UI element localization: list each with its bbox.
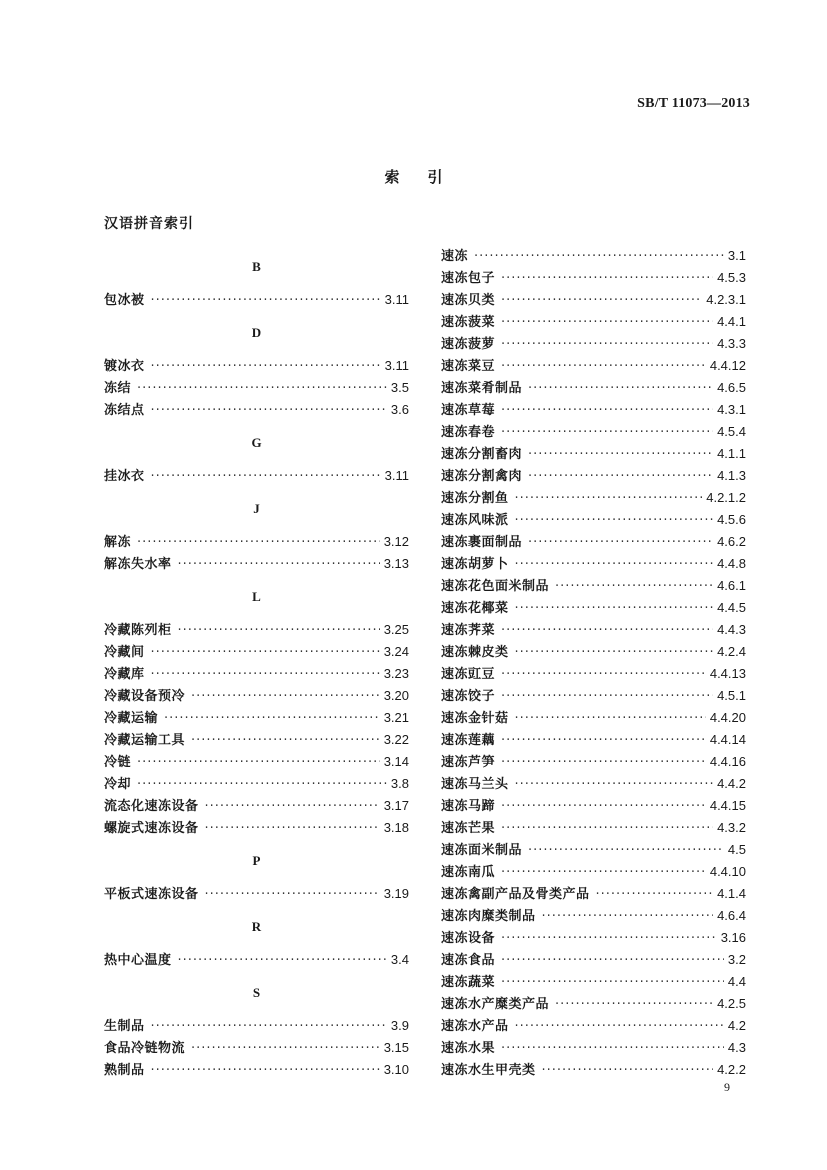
dot-leader	[501, 686, 713, 708]
index-ref: 4.2	[727, 1018, 746, 1033]
dot-leader	[515, 598, 714, 620]
index-ref: 4.4.12	[709, 358, 746, 373]
index-ref: 3.11	[384, 358, 409, 373]
page-title: 索引	[384, 168, 471, 186]
index-term: 速冻包子	[441, 271, 496, 286]
page-number: 9	[724, 1080, 730, 1094]
index-ref: 3.17	[383, 798, 409, 813]
index-ref: 3.5	[390, 380, 409, 395]
index-ref: 4.4.15	[709, 798, 746, 813]
index-ref: 3.2	[727, 952, 746, 967]
dot-leader	[191, 1038, 380, 1060]
index-ref: 4.3.2	[717, 820, 746, 835]
index-ref: 3.11	[384, 468, 409, 483]
index-ref: 4.2.5	[717, 996, 746, 1011]
index-ref: 3.9	[390, 1018, 409, 1033]
index-ref: 4.4.10	[709, 864, 746, 879]
index-ref: 4.4	[727, 974, 746, 989]
dot-leader	[555, 994, 713, 1016]
index-term: 挂冰衣	[104, 469, 145, 484]
index-entry	[441, 971, 746, 993]
index-entry	[441, 685, 746, 707]
index-term: 速冻荠菜	[441, 623, 496, 638]
index-entry	[104, 795, 409, 817]
index-term: 速冻食品	[441, 953, 496, 968]
index-entry	[104, 1037, 409, 1059]
dot-leader	[596, 884, 714, 906]
dot-leader	[501, 356, 706, 378]
index-term: 速冻蔬菜	[441, 975, 496, 990]
index-entry	[104, 949, 409, 971]
index-term: 速冻设备	[441, 931, 496, 946]
dot-leader	[151, 664, 380, 686]
index-term: 速冻草莓	[441, 403, 496, 418]
index-term: 速冻马蹄	[441, 799, 496, 814]
index-term: 平板式速冻设备	[104, 887, 199, 902]
index-entry	[441, 421, 746, 443]
dot-leader	[515, 708, 706, 730]
index-letter-heading: P	[252, 853, 261, 868]
index-ref: 4.6.1	[717, 578, 746, 593]
index-entry	[104, 289, 409, 311]
dot-leader	[191, 686, 380, 708]
index-term: 热中心温度	[104, 953, 172, 968]
index-term: 冻结点	[104, 403, 145, 418]
index-entry	[441, 443, 746, 465]
dot-leader	[542, 1060, 714, 1082]
index-ref: 4.2.3.1	[706, 292, 746, 307]
index-term: 解冻失水率	[104, 557, 172, 572]
index-entry	[441, 619, 746, 641]
index-ref: 4.4.3	[717, 622, 746, 637]
index-term: 速冻花椰菜	[441, 601, 509, 616]
dot-leader	[178, 554, 380, 576]
index-ref: 4.4.5	[717, 600, 746, 615]
index-ref: 4.3	[727, 1040, 746, 1055]
index-term: 速冻豇豆	[441, 667, 496, 682]
index-ref: 3.16	[720, 930, 746, 945]
index-term: 速冻菠菜	[441, 315, 496, 330]
dot-leader	[205, 884, 380, 906]
index-term: 速冻棘皮类	[441, 645, 509, 660]
index-ref: 4.1.4	[717, 886, 746, 901]
index-term: 速冻金针菇	[441, 711, 509, 726]
dot-leader	[501, 972, 724, 994]
dot-leader	[515, 774, 714, 796]
dot-leader	[151, 400, 387, 422]
index-term: 速冻禽副产品及骨类产品	[441, 887, 590, 902]
index-ref: 4.5.3	[717, 270, 746, 285]
index-term: 速冻菜肴制品	[441, 381, 523, 396]
index-term: 冷藏库	[104, 667, 145, 682]
index-ref: 4.4.14	[709, 732, 746, 747]
index-entry	[441, 355, 746, 377]
index-entry	[441, 465, 746, 487]
dot-leader	[501, 334, 713, 356]
index-entry	[441, 729, 746, 751]
dot-leader	[151, 356, 381, 378]
dot-leader	[501, 950, 724, 972]
index-ref: 4.3.1	[717, 402, 746, 417]
index-ref: 3.24	[383, 644, 409, 659]
index-term: 速冻分割鱼	[441, 491, 509, 506]
index-ref: 4.2.2	[717, 1062, 746, 1077]
index-term: 速冻裹面制品	[441, 535, 523, 550]
dot-leader	[501, 928, 717, 950]
index-ref: 4.1.1	[717, 446, 746, 461]
index-term: 速冻水产糜类产品	[441, 997, 550, 1012]
index-term: 冷却	[104, 777, 132, 792]
index-ref: 3.6	[390, 402, 409, 417]
dot-leader	[542, 906, 714, 928]
dot-leader	[474, 246, 724, 268]
index-term: 速冻菜豆	[441, 359, 496, 374]
dot-leader	[528, 466, 713, 488]
index-term: 速冻饺子	[441, 689, 496, 704]
index-entry	[441, 531, 746, 553]
index-entry	[104, 355, 409, 377]
index-entry	[441, 663, 746, 685]
dot-leader	[501, 400, 713, 422]
dot-leader	[151, 1016, 387, 1038]
index-entry	[104, 399, 409, 421]
dot-leader	[501, 620, 713, 642]
index-term: 冷藏间	[104, 645, 145, 660]
index-term: 冷藏设备预冷	[104, 689, 186, 704]
index-entry	[441, 1037, 746, 1059]
index-term: 速冻面米制品	[441, 843, 523, 858]
index-entry	[441, 707, 746, 729]
dot-leader	[515, 488, 703, 510]
dot-leader	[178, 620, 380, 642]
dot-leader	[191, 730, 380, 752]
index-ref: 4.6.4	[717, 908, 746, 923]
index-entry	[441, 553, 746, 575]
index-entry	[441, 597, 746, 619]
index-term: 速冻水生甲壳类	[441, 1063, 536, 1078]
index-ref: 3.13	[383, 556, 409, 571]
index-entry	[441, 751, 746, 773]
index-term: 速冻	[441, 249, 469, 264]
dot-leader	[151, 1060, 380, 1082]
index-entry	[441, 399, 746, 421]
index-entry	[104, 751, 409, 773]
dot-leader	[151, 642, 380, 664]
index-term: 镀冰衣	[104, 359, 145, 374]
index-ref: 4.2.4	[717, 644, 746, 659]
dot-leader	[137, 378, 387, 400]
index-term: 速冻南瓜	[441, 865, 496, 880]
index-entry	[441, 509, 746, 531]
index-term: 冷链	[104, 755, 132, 770]
index-ref: 4.6.5	[717, 380, 746, 395]
index-entry	[104, 663, 409, 685]
index-ref: 3.18	[383, 820, 409, 835]
index-letter-heading: R	[251, 919, 262, 934]
index-entry	[104, 817, 409, 839]
index-term: 速冻芒果	[441, 821, 496, 836]
dot-leader	[137, 752, 380, 774]
index-ref: 3.1	[727, 248, 746, 263]
index-entry	[104, 641, 409, 663]
dot-leader	[137, 532, 380, 554]
dot-leader	[528, 378, 713, 400]
dot-leader	[164, 708, 380, 730]
index-entry	[441, 1015, 746, 1037]
index-entry	[441, 839, 746, 861]
index-ref: 4.4.16	[709, 754, 746, 769]
index-ref: 4.4.20	[709, 710, 746, 725]
index-term: 速冻胡萝卜	[441, 557, 509, 572]
index-entry	[441, 487, 746, 509]
index-entry	[441, 817, 746, 839]
index-letter-heading: B	[252, 259, 261, 274]
index-ref: 3.25	[383, 622, 409, 637]
dot-leader	[205, 796, 380, 818]
section-title: 汉语拼音索引	[104, 216, 194, 232]
index-ref: 4.2.1.2	[706, 490, 746, 505]
index-entry	[441, 949, 746, 971]
dot-leader	[205, 818, 380, 840]
index-ref: 3.15	[383, 1040, 409, 1055]
index-entry	[104, 377, 409, 399]
index-letter-heading: G	[251, 435, 262, 450]
dot-leader	[501, 862, 706, 884]
index-term: 速冻风味派	[441, 513, 509, 528]
index-column-left	[104, 245, 409, 1081]
index-term: 速冻分割畜肉	[441, 447, 523, 462]
index-ref: 4.4.2	[717, 776, 746, 791]
index-entry	[441, 245, 746, 267]
dot-leader	[501, 664, 706, 686]
dot-leader	[501, 1038, 724, 1060]
index-ref: 3.19	[383, 886, 409, 901]
dot-leader	[555, 576, 713, 598]
dot-leader	[501, 752, 706, 774]
index-term: 包冰被	[104, 293, 145, 308]
dot-leader	[501, 312, 713, 334]
index-ref: 3.23	[383, 666, 409, 681]
index-ref: 3.20	[383, 688, 409, 703]
index-ref: 3.14	[383, 754, 409, 769]
dot-leader	[501, 268, 713, 290]
index-ref: 4.1.3	[717, 468, 746, 483]
dot-leader	[515, 554, 714, 576]
index-term: 食品冷链物流	[104, 1041, 186, 1056]
dot-leader	[178, 950, 387, 972]
index-entry	[441, 311, 746, 333]
index-term: 速冻贝类	[441, 293, 496, 308]
dot-leader	[515, 1016, 724, 1038]
index-term: 速冻分割禽肉	[441, 469, 523, 484]
index-term: 速冻芦笋	[441, 755, 496, 770]
index-ref: 3.4	[390, 952, 409, 967]
index-ref: 4.4.13	[709, 666, 746, 681]
index-ref: 4.5.6	[717, 512, 746, 527]
index-entry	[441, 773, 746, 795]
index-entry	[441, 267, 746, 289]
index-ref: 4.6.2	[717, 534, 746, 549]
index-ref: 4.5.4	[717, 424, 746, 439]
index-entry	[441, 883, 746, 905]
index-term: 冻结	[104, 381, 132, 396]
index-entry	[441, 927, 746, 949]
dot-leader	[528, 444, 713, 466]
dot-leader	[151, 290, 381, 312]
index-ref: 4.4.8	[717, 556, 746, 571]
index-term: 速冻水果	[441, 1041, 496, 1056]
index-entry	[104, 685, 409, 707]
index-entry	[104, 773, 409, 795]
dot-leader	[501, 422, 713, 444]
index-letter-heading: L	[252, 589, 261, 604]
index-entry	[104, 465, 409, 487]
index-term: 生制品	[104, 1019, 145, 1034]
index-entry	[104, 883, 409, 905]
dot-leader	[501, 818, 713, 840]
index-entry	[441, 377, 746, 399]
index-entry	[104, 707, 409, 729]
index-term: 冷藏陈列柜	[104, 623, 172, 638]
index-ref: 3.21	[383, 710, 409, 725]
dot-leader	[501, 796, 706, 818]
index-entry	[104, 619, 409, 641]
dot-leader	[151, 466, 381, 488]
index-ref: 3.12	[383, 534, 409, 549]
index-entry	[441, 905, 746, 927]
index-term: 冷藏运输	[104, 711, 159, 726]
index-entry	[104, 729, 409, 751]
dot-leader	[528, 532, 713, 554]
dot-leader	[501, 290, 702, 312]
index-entry	[441, 289, 746, 311]
index-ref: 3.10	[383, 1062, 409, 1077]
index-term: 速冻春卷	[441, 425, 496, 440]
index-term: 螺旋式速冻设备	[104, 821, 199, 836]
index-letter-heading: S	[252, 985, 261, 1000]
index-ref: 3.22	[383, 732, 409, 747]
index-term: 冷藏运输工具	[104, 733, 186, 748]
index-ref: 4.5	[727, 842, 746, 857]
index-entry	[104, 1059, 409, 1081]
index-term: 速冻菠萝	[441, 337, 496, 352]
dot-leader	[528, 840, 724, 862]
dot-leader	[137, 774, 387, 796]
index-column-right	[441, 245, 746, 1081]
index-entry	[441, 333, 746, 355]
index-entry	[104, 553, 409, 575]
dot-leader	[501, 730, 706, 752]
index-ref: 4.4.1	[717, 314, 746, 329]
index-ref: 3.11	[384, 292, 409, 307]
index-ref: 4.5.1	[717, 688, 746, 703]
index-term: 速冻马兰头	[441, 777, 509, 792]
index-term: 流态化速冻设备	[104, 799, 199, 814]
dot-leader	[515, 642, 714, 664]
index-entry	[441, 795, 746, 817]
index-term: 解冻	[104, 535, 132, 550]
index-entry	[104, 1015, 409, 1037]
index-entry	[441, 1059, 746, 1081]
index-term: 速冻花色面米制品	[441, 579, 550, 594]
index-entry	[104, 531, 409, 553]
index-letter-heading: D	[251, 325, 262, 340]
index-entry	[441, 641, 746, 663]
index-entry	[441, 575, 746, 597]
index-letter-heading: J	[253, 501, 260, 516]
index-term: 速冻莲藕	[441, 733, 496, 748]
index-term: 速冻肉糜类制品	[441, 909, 536, 924]
index-ref: 4.3.3	[717, 336, 746, 351]
dot-leader	[515, 510, 714, 532]
standard-code: SB/T 11073—2013	[637, 96, 750, 111]
index-term: 速冻水产品	[441, 1019, 509, 1034]
index-term: 熟制品	[104, 1063, 145, 1078]
index-entry	[441, 861, 746, 883]
index-entry	[441, 993, 746, 1015]
index-ref: 3.8	[390, 776, 409, 791]
